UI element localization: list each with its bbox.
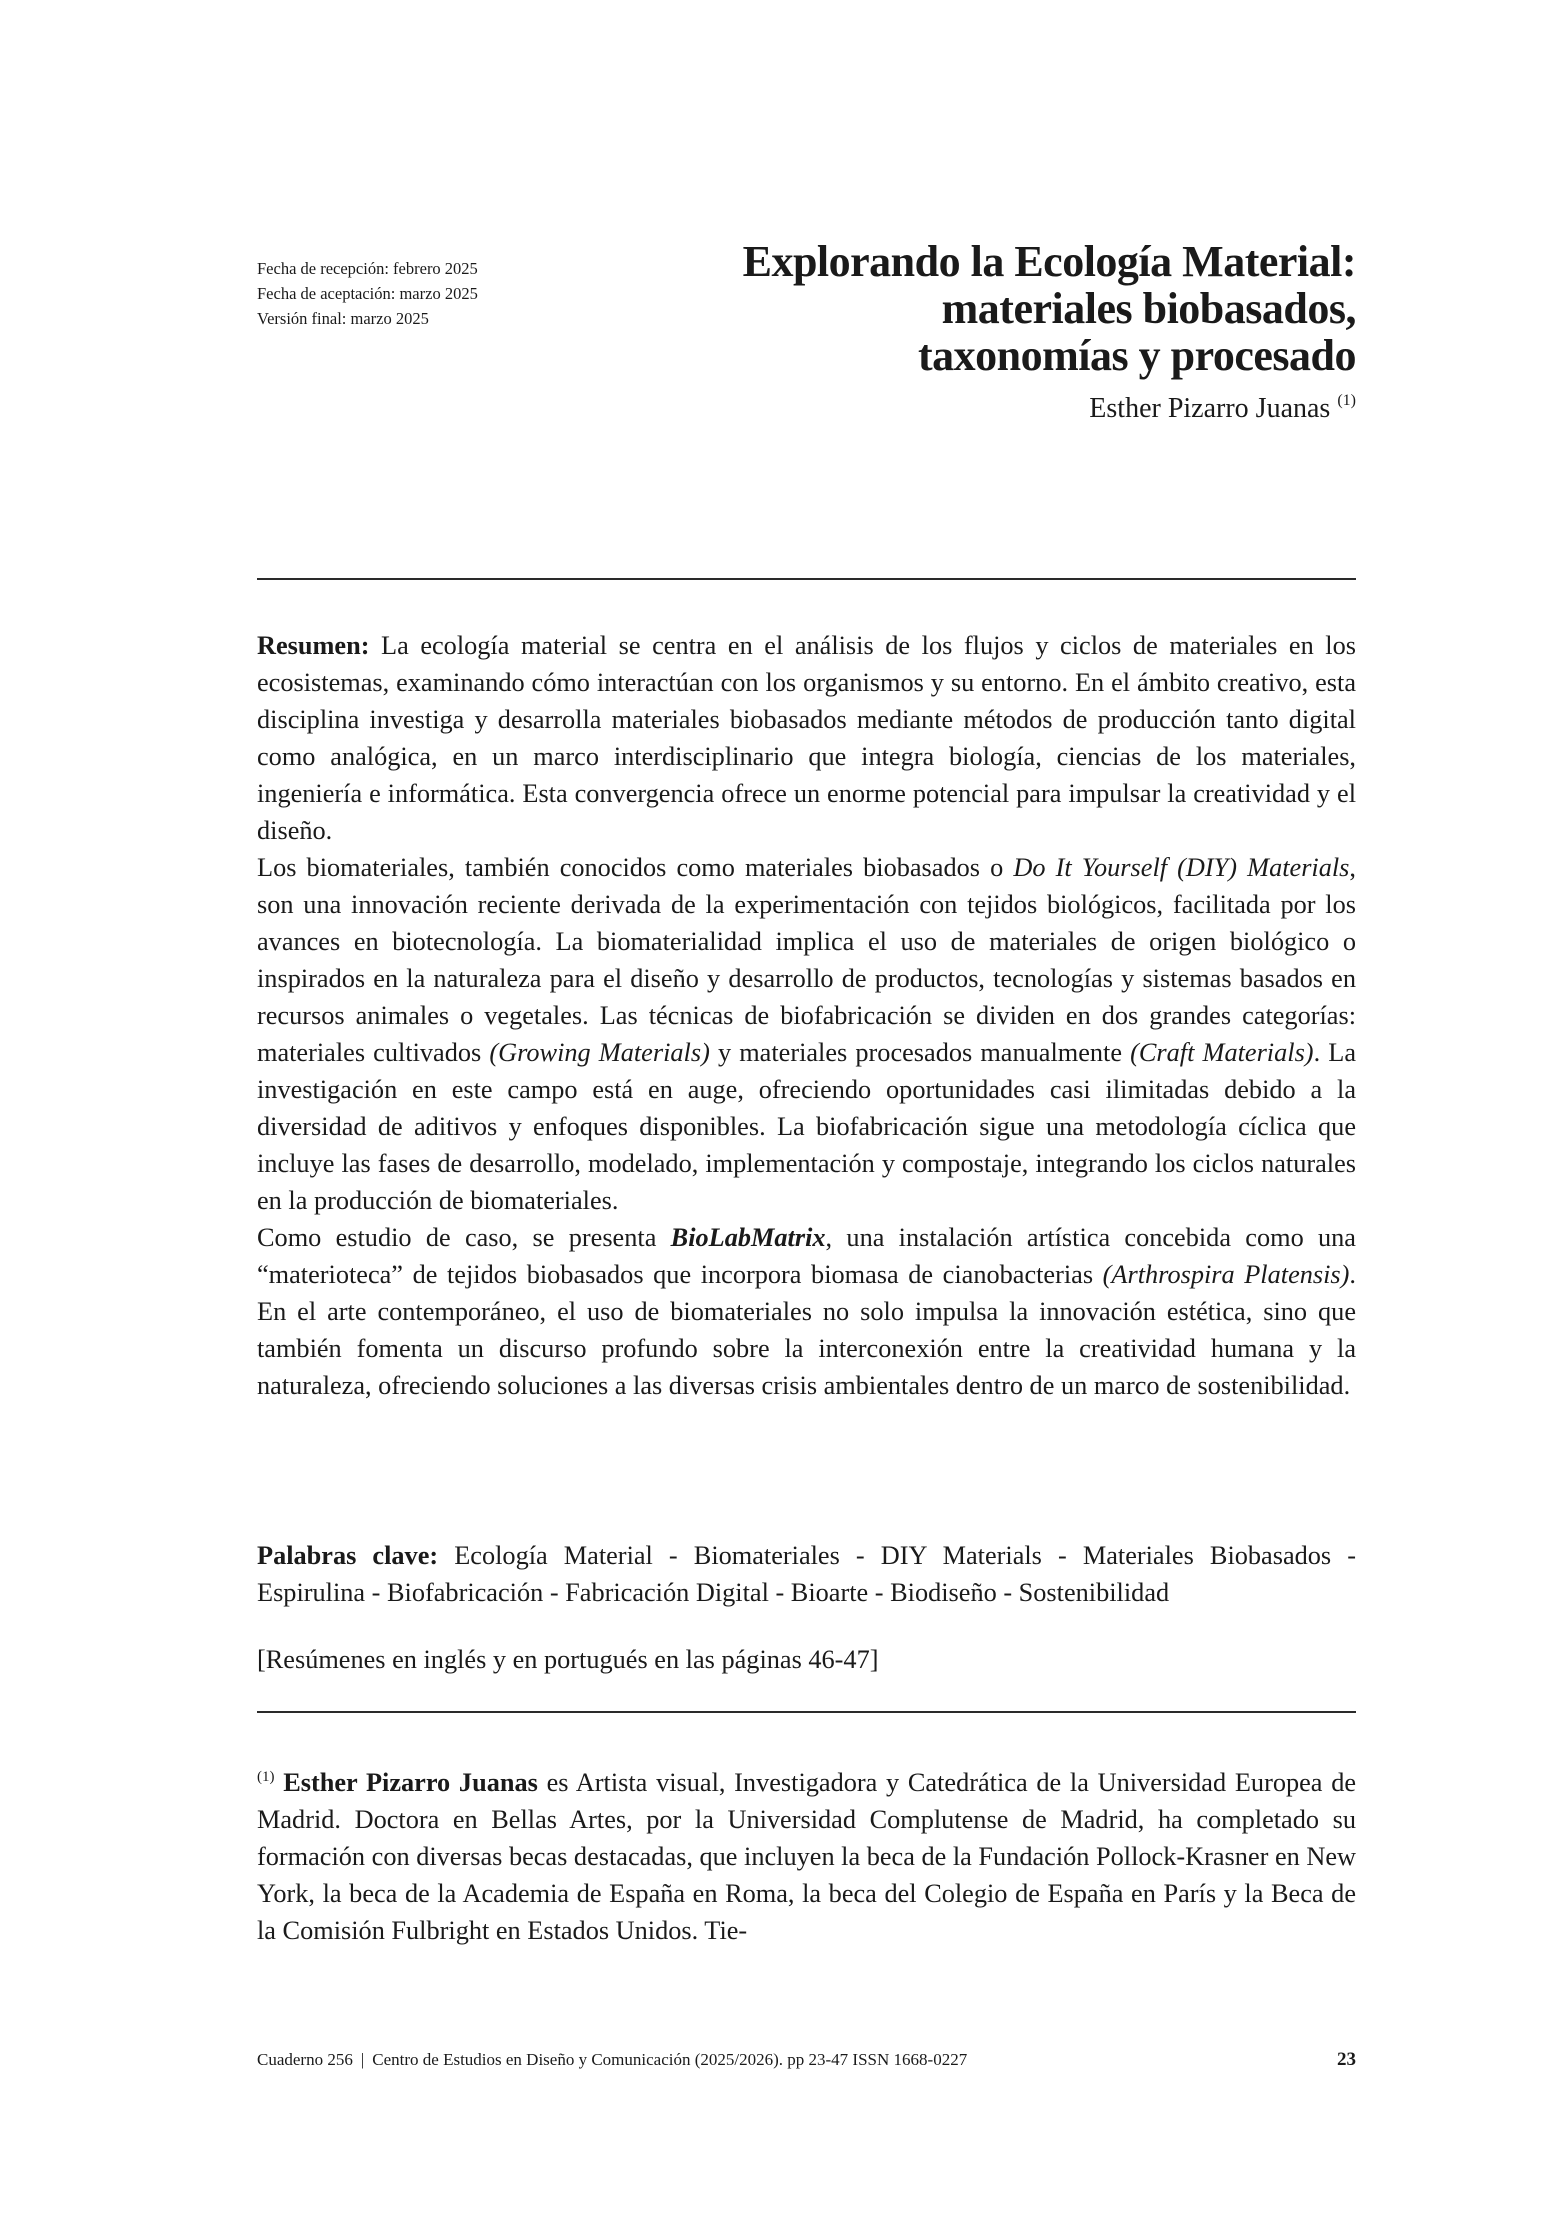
author-footnote-marker: (1) <box>1337 392 1356 409</box>
case-study-name: BioLabMatrix <box>670 1223 826 1252</box>
title-line: materiales biobasados, <box>941 284 1356 333</box>
submission-dates <box>257 256 478 331</box>
footnote-author-name: Esther Pizarro Juanas <box>283 1768 538 1797</box>
keywords-list: Ecología Material - Biomateriales - DIY Materials - Materiales Biobasados - Espirulina - Biofabricación - Fabricación Digital - Bioarte - Biodiseño - Sostenibilidad <box>257 1541 1356 1607</box>
footer-citation: Cuaderno 256 | Centro de Estudios en Diseño y Comunicación (2025/2026). pp 23-47 ISSN 1668-0227 <box>257 2050 968 2069</box>
footnote-marker: (1) <box>257 1769 275 1785</box>
author-name: Esther Pizarro Juanas <box>1089 393 1331 424</box>
page-footer <box>257 2049 1356 2071</box>
summaries-note: [Resúmenes en inglés y en portugués en las páginas 46-47] <box>257 1645 879 1674</box>
abstract-paragraph-3: Como estudio de caso, se presenta BioLabMatrix, una instalación artística concebida como una “materioteca” de tejidos biobasados que incorpora biomasa de cianobacterias (Arthrospira Platensis). En el arte contemporáneo, el uso de biomateriales no solo impulsa la innovación estética, sino que también fomenta un discurso profundo sobre la interconexión entre la creatividad humana y la naturaleza, ofreciendo soluciones a las diversas crisis ambientales dentro de un marco de sostenibilidad. <box>257 1223 1356 1400</box>
abstract-paragraph-1: Resumen: La ecología material se centra en el análisis de los flujos y ciclos de materiales en los ecosistemas, examinando cómo interactúan con los organismos y su entorno. En el ámbito creativo, esta disciplina investiga y desarrolla materiales biobasados mediante métodos de producción tanto digital como analógica, en un marco interdisciplinario que integra biología, ciencias de los materiales, ingeniería e informática. Esta convergencia ofrece un enorme potencial para impulsar la creatividad y el diseño. <box>257 631 1356 845</box>
author-footnote: $^{(1)}$ Esther Pizarro Juanas es Artista visual, Investigadora y Catedrática de la Universidad Europea de Madrid. Doctora en Bellas Artes, por la Universidad Complutense de Madrid, ha completado su formación con diversas becas destacadas, que incluyen la beca de la Fundación Pollock-Krasner en New York, la beca de la Academia de España en Roma, la beca del Colegio de España en París y la Beca de la Comisión Fulbright en Estados Unidos. Tie- <box>257 1768 1357 1945</box>
author-line <box>743 383 1356 427</box>
keywords <box>257 1537 1356 1611</box>
bottom-divider <box>257 1711 1356 1713</box>
abstract <box>257 627 1356 1404</box>
keywords-label: Palabras clave: <box>257 1541 439 1570</box>
abstract-label: Resumen: <box>257 631 370 660</box>
accepted-date: Fecha de aceptación: marzo 2025 <box>257 284 478 303</box>
abstract-paragraph-2: Los biomateriales, también conocidos como materiales biobasados o Do It Yourself (DIY) Materials, son una innovación reciente derivada de la experimentación con tejidos biológicos, facilitada por los avances en biotecnología. La biomaterialidad implica el uso de materiales de origen biológico o inspirados en la naturaleza para el diseño y desarrollo de productos, tecnologías y sistemas basados en recursos animales o vegetales. Las técnicas de biofabricación se dividen en dos grandes categorías: materiales cultivados (Growing Materials) y materiales procesados manualmente (Craft Materials). La investigación en este campo está en auge, ofreciendo oportunidades casi ilimitadas debido a la diversidad de aditivos y enfoques disponibles. La biofabricación sigue una metodología cíclica que incluye las fases de desarrollo, modelado, implementación y compostaje, integrando los ciclos naturales en la producción de biomateriales. <box>257 853 1356 1215</box>
article-title <box>743 238 1356 379</box>
final-version-date: Versión final: marzo 2025 <box>257 309 429 328</box>
title-line: taxonomías y procesado <box>918 331 1356 380</box>
top-divider <box>257 578 1356 580</box>
page-number: 23 <box>1337 2049 1356 2070</box>
title-line: Explorando la Ecología Material: <box>742 237 1356 286</box>
received-date: Fecha de recepción: febrero 2025 <box>257 259 478 278</box>
title-block <box>743 238 1356 427</box>
